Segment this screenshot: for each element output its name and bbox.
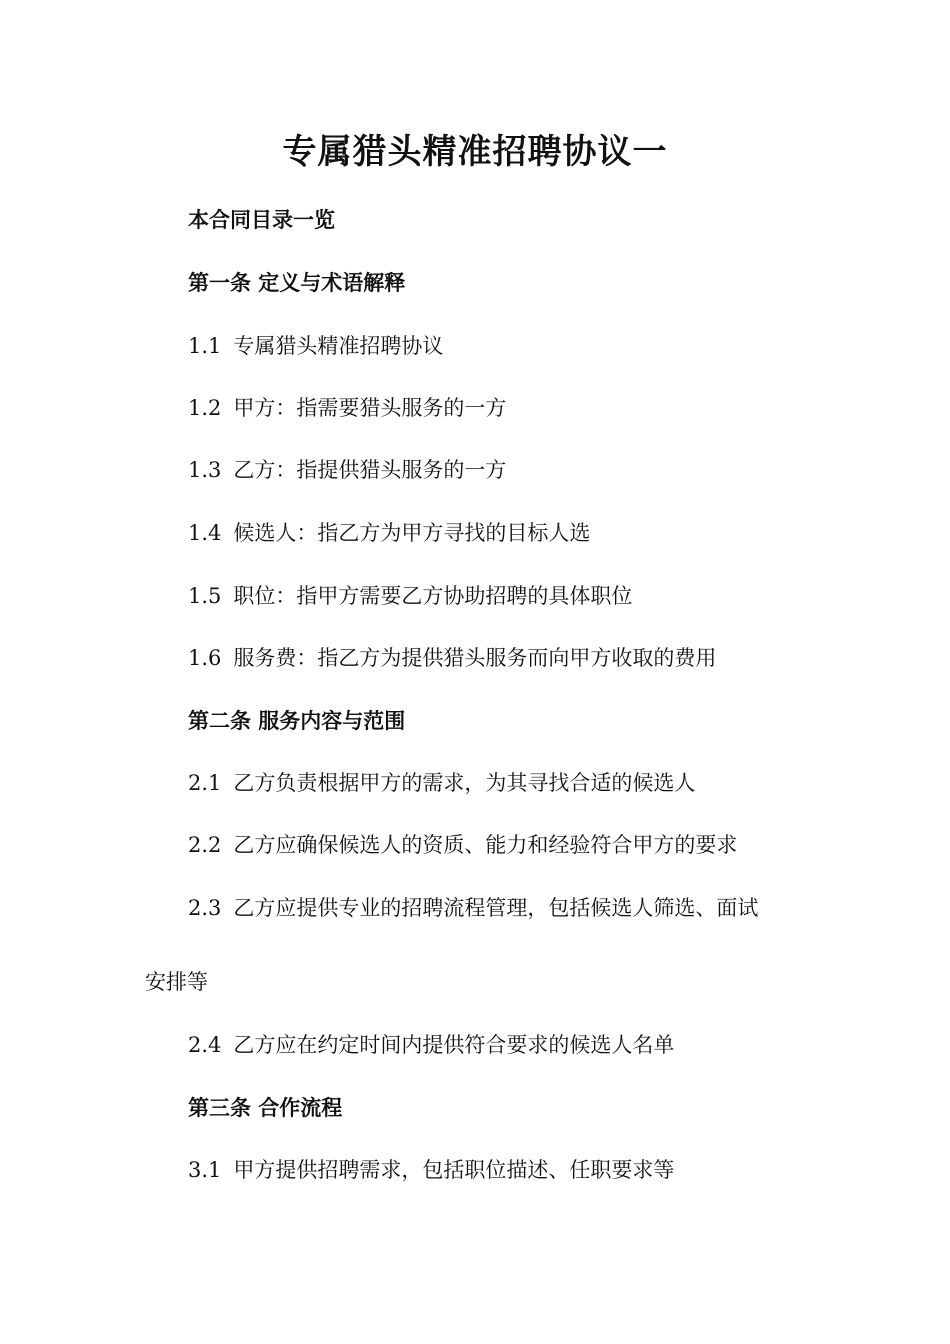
clause-number: 1.2 bbox=[188, 396, 222, 420]
clause-number: 2.2 bbox=[188, 833, 222, 857]
clause-text: 乙方应在约定时间内提供符合要求的候选人名单 bbox=[233, 1033, 675, 1057]
clause-number: 1.6 bbox=[188, 646, 222, 670]
clause-item bbox=[188, 893, 758, 923]
clause-number: 1.3 bbox=[188, 458, 222, 482]
clause-text: 乙方应提供专业的招聘流程管理，包括候选人筛选、面试 bbox=[233, 896, 759, 920]
clause-item bbox=[188, 768, 695, 798]
clause-item bbox=[188, 830, 737, 860]
clause-number: 2.1 bbox=[188, 771, 222, 795]
clause-number: 1.4 bbox=[188, 521, 222, 545]
clause-text: 职位：指甲方需要乙方协助招聘的具体职位 bbox=[233, 584, 633, 608]
clause-continuation: 安排等 bbox=[145, 970, 208, 994]
section-heading: 第一条 定义与术语解释 bbox=[188, 270, 406, 295]
clause-number: 1.5 bbox=[188, 584, 222, 608]
clause-text: 服务费：指乙方为提供猎头服务而向甲方收取的费用 bbox=[233, 646, 717, 670]
clause-item bbox=[188, 393, 506, 423]
clause-text: 乙方应确保候选人的资质、能力和经验符合甲方的要求 bbox=[233, 833, 738, 857]
toc-heading: 本合同目录一览 bbox=[188, 207, 335, 232]
clause-text: 甲方提供招聘需求，包括职位描述、任职要求等 bbox=[233, 1158, 675, 1182]
clause-text: 甲方：指需要猎头服务的一方 bbox=[233, 396, 507, 420]
clause-item bbox=[188, 518, 590, 548]
clause-number: 1.1 bbox=[188, 334, 222, 358]
clause-text: 专属猎头精准招聘协议 bbox=[233, 334, 444, 358]
clause-number: 3.1 bbox=[188, 1158, 222, 1182]
clause-item bbox=[188, 1155, 674, 1185]
clause-item bbox=[188, 455, 506, 485]
clause-item bbox=[188, 643, 716, 673]
section-heading: 第三条 合作流程 bbox=[188, 1095, 343, 1120]
section-heading: 第二条 服务内容与范围 bbox=[188, 708, 406, 733]
clause-text: 乙方负责根据甲方的需求，为其寻找合适的候选人 bbox=[233, 771, 696, 795]
clause-text: 候选人：指乙方为甲方寻找的目标人选 bbox=[233, 521, 591, 545]
document-title: 专属猎头精准招聘协议一 bbox=[282, 132, 668, 172]
clause-number: 2.4 bbox=[188, 1033, 222, 1057]
clause-number: 2.3 bbox=[188, 896, 222, 920]
clause-item bbox=[188, 581, 632, 611]
clause-item bbox=[188, 331, 443, 361]
clause-text: 乙方：指提供猎头服务的一方 bbox=[233, 458, 507, 482]
clause-item bbox=[188, 1030, 674, 1060]
